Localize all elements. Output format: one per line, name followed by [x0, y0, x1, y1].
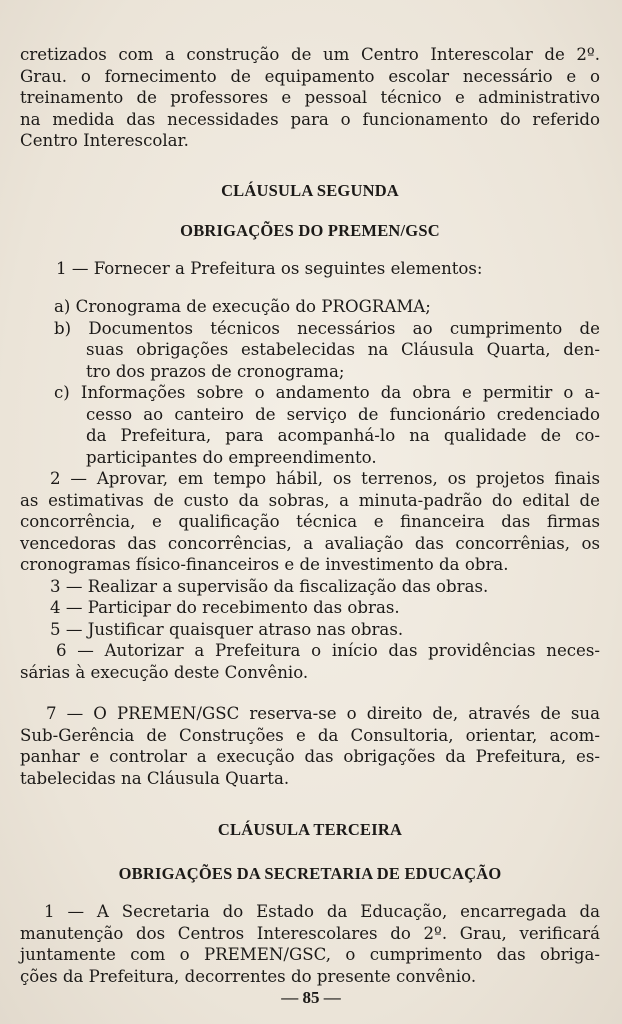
text-line: Sub-Gerência de Construções e da Consultoria, orientar, acom-	[20, 725, 600, 745]
item-1: 1 — Fornecer a Prefeitura os seguintes elementos:	[56, 258, 483, 278]
text-line: suas obrigações estabelecidas na Cláusula Quarta, den-	[86, 340, 600, 359]
item-6	[20, 640, 600, 683]
clausula-terceira-title: CLÁUSULA TERCEIRA	[217, 820, 403, 839]
text-line: b) Documentos técnicos necessários ao cumprimento de	[54, 318, 600, 338]
text-line: 1 — A Secretaria do Estado da Educação, encarregada da	[44, 902, 600, 921]
text-line: na medida das necessidades para o funcionamento do referido	[20, 109, 600, 129]
text-line: 7 — O PREMEN/GSC reserva-se o direito de, através de sua	[46, 704, 600, 723]
item-4: 4 — Participar do recebimento das obras.	[50, 598, 400, 617]
page-number: — 85 —	[281, 988, 341, 1007]
text-line: juntamente com o PREMEN/GSC, o cumprimento das obriga-	[20, 945, 600, 964]
text-line: 2 — Aprovar, em tempo hábil, os terrenos, os projetos finais	[50, 469, 600, 488]
item-c	[20, 382, 600, 468]
item-2	[20, 468, 600, 576]
text-line: ções da Prefeitura, decorrentes do presente convênio.	[20, 966, 477, 986]
text-line: Grau. o fornecimento de equipamento escolar necessário e o	[20, 66, 600, 86]
clausula-terceira-subtitle: OBRIGAÇÕES DA SECRETARIA DE EDUCAÇÃO	[118, 864, 502, 883]
text-line: as estimativas de custo da sobras, a minuta-padrão do edital de	[20, 490, 600, 510]
text-line: treinamento de professores e pessoal técnico e administrativo	[20, 88, 600, 107]
text-line: c) Informações sobre o andamento da obra e permitir o a-	[54, 383, 600, 402]
text-line: tabelecidas na Cláusula Quarta.	[20, 768, 290, 788]
text-line: sárias à execução deste Convênio.	[20, 662, 309, 682]
clausula-segunda-subtitle: OBRIGAÇÕES DO PREMEN/GSC	[180, 220, 440, 240]
text-line: tro dos prazos de cronograma;	[86, 361, 345, 381]
item-a	[20, 296, 600, 318]
text-line: cesso ao canteiro de serviço de funcionário credenciado	[86, 404, 600, 424]
terceira-item-1	[20, 901, 600, 987]
item-5: 5 — Justificar quaisquer atraso nas obras.	[50, 619, 404, 639]
text-line: cronogramas físico-financeiros e de investimento da obra.	[20, 555, 509, 574]
item-b	[20, 318, 600, 383]
text-line: 6 — Autorizar a Prefeitura o início das providências neces-	[56, 641, 600, 660]
text-line: cretizados com a construção de um Centro Interescolar de 2º.	[20, 45, 600, 64]
text-line: a) Cronograma de execução do PROGRAMA;	[54, 297, 431, 316]
text-line: participantes do empreendimento.	[86, 447, 377, 467]
item-7	[20, 703, 600, 789]
text-line: Centro Interescolar.	[20, 131, 189, 150]
text-line: panhar e controlar a execução das obrigações da Prefeitura, es-	[20, 747, 600, 766]
text-line: concorrência, e qualificação técnica e financeira das firmas	[20, 512, 600, 531]
item-3: 3 — Realizar a supervisão da fiscalização das obras.	[50, 576, 489, 596]
text-line: da Prefeitura, para acompanhá-lo na qualidade de co-	[86, 426, 600, 445]
clausula-segunda-title: CLÁUSULA SEGUNDA	[221, 180, 399, 200]
intro-paragraph	[20, 44, 600, 152]
text-line: manutenção dos Centros Interescolares do 2º. Grau, verificará	[20, 923, 600, 943]
text-line: vencedoras das concorrências, a avaliação das concorrênias, os	[20, 533, 600, 553]
